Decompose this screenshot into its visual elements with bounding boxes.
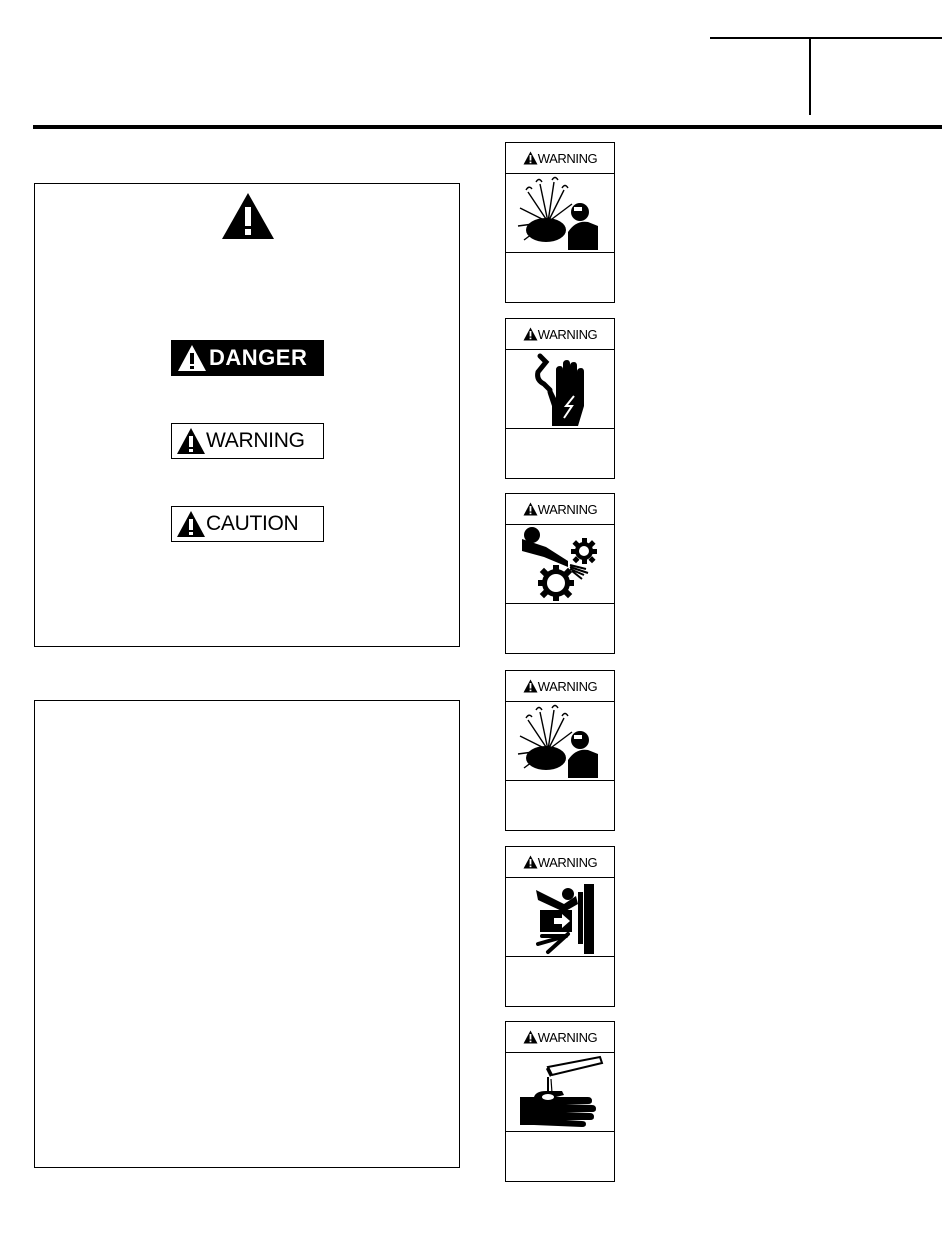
- explosion-icon: [506, 702, 614, 780]
- chemical-burn-hand-icon: [506, 1053, 614, 1131]
- caution-label: CAUTION: [206, 512, 299, 535]
- safety-alert-icon: [221, 192, 275, 240]
- danger-badge: [171, 340, 324, 376]
- safety-alert-box: [34, 183, 460, 647]
- alert-triangle-icon: [523, 1030, 538, 1044]
- warning-label: WARNING: [206, 429, 305, 452]
- warning-label-header: WARNING: [506, 847, 614, 878]
- warning-label-crush-hazard: [505, 846, 615, 1007]
- warning-label-gear-entanglement: [505, 493, 615, 654]
- danger-label: DANGER: [209, 345, 308, 370]
- warning-label-header: WARNING: [506, 143, 614, 174]
- warning-label-header: WARNING: [506, 1022, 614, 1053]
- warning-badge: [171, 423, 324, 459]
- header-main-rule: [33, 125, 942, 129]
- alert-triangle-icon: [177, 344, 207, 372]
- notes-box: [34, 700, 460, 1168]
- electric-shock-hand-icon: [506, 350, 614, 428]
- header-top-rule: [710, 37, 942, 39]
- warning-label-explosion: [505, 670, 615, 831]
- crush-hazard-icon: [506, 878, 614, 956]
- alert-triangle-icon: [176, 427, 206, 455]
- gear-entanglement-icon: [506, 525, 614, 603]
- warning-label-explosion: [505, 142, 615, 303]
- header-divider: [809, 37, 811, 115]
- alert-triangle-icon: [523, 855, 538, 869]
- caution-badge: [171, 506, 324, 542]
- alert-triangle-icon: [523, 679, 538, 693]
- warning-label-header: WARNING: [506, 494, 614, 525]
- warning-label-chemical-burn: [505, 1021, 615, 1182]
- alert-triangle-icon: [523, 151, 538, 165]
- warning-label-header: WARNING: [506, 319, 614, 350]
- alert-triangle-icon: [523, 502, 538, 516]
- alert-triangle-icon: [523, 327, 538, 341]
- warning-label-electric-shock: [505, 318, 615, 479]
- explosion-icon: [506, 174, 614, 252]
- warning-label-header: WARNING: [506, 671, 614, 702]
- alert-triangle-icon: [176, 510, 206, 538]
